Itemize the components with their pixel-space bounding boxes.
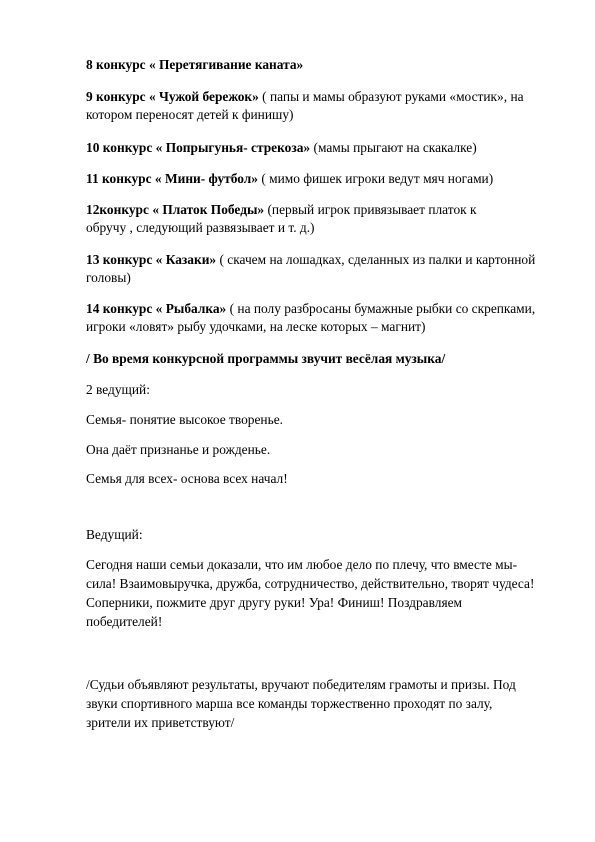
contest-10 [86,139,477,157]
poem-line: Семья- понятие высокое творенье. [86,412,283,427]
contest-number: 8 конкурс [86,57,149,72]
contest-title: « Рыбалка» [155,301,227,316]
contest-14-continued: игроки «ловят» рыбу удочками, на леске которых – магнит) [86,319,426,334]
contest-title: « Перетягивание каната» [148,57,304,72]
contest-number: 12конкурс [86,202,153,217]
host-speech-line: сила! Взаимовыручка, дружба, сотрудничество, действительно, творят чудеса! [86,576,535,591]
host-speech-line: победителей! [86,614,163,629]
contest-14 [86,300,535,318]
contest-number: 10 конкурс [86,140,156,155]
contest-number: 14 конкурс [86,301,156,316]
contest-title: « Чужой бережок» [148,89,259,104]
music-note: / Во время конкурсной программы звучит весёлая музыка/ [86,351,446,366]
final-note-line: звуки спортивного марша все команды торжественно проходят по залу, [86,696,493,711]
contest-description: ( на полу разбросаны бумажные рыбки со скрепками, [226,301,536,316]
poem-line: Она даёт признанье и рожденье. [86,442,271,457]
contest-number: 9 конкурс [86,89,149,104]
contest-title: « Казаки» [155,252,217,267]
contest-description: ( папы и мамы образуют руками «мостик», на [258,89,524,104]
contest-13 [86,251,535,269]
contest-description: ( скачем на лошадках, сделанных из палки и картонной [216,252,536,267]
contest-title: « Попрыгунья- стрекоза» [155,140,311,155]
final-note-line: /Судьи объявляют результаты, вручают победителям грамоты и призы. Под [86,677,516,692]
host-speech-line: Соперники, пожмите друг другу руки! Ура! Финиш! Поздравляем [86,595,463,610]
contest-title: « Платок Победы» [152,202,265,217]
contest-12 [86,201,477,219]
contest-description: (первый игрок привязывает платок к [264,202,477,217]
contest-9-continued: котором переносят детей к финишу) [86,107,294,122]
contest-11 [86,170,493,188]
host-2-label: 2 ведущий: [86,382,150,397]
contest-number: 13 конкурс [86,252,156,267]
final-note-line: зрители их приветствуют/ [86,715,235,730]
host-label: Ведущий: [86,527,143,542]
contest-13-continued: головы) [86,270,131,285]
contest-description: ( мимо фишек игроки ведут мяч ногами) [258,171,494,186]
contest-9 [86,88,524,106]
contest-description: (мамы прыгают на скакалке) [310,140,477,155]
contest-8 [86,56,303,74]
contest-title: « Мини- футбол» [154,171,259,186]
poem-line: Семья для всех- основа всех начал! [86,471,288,486]
contest-number: 11 конкурс [86,171,155,186]
host-speech-line: Сегодня наши семьи доказали, что им любое дело по плечу, что вместе мы- [86,557,518,572]
contest-12-continued: обручу , следующий развязывает и т. д.) [86,220,315,235]
